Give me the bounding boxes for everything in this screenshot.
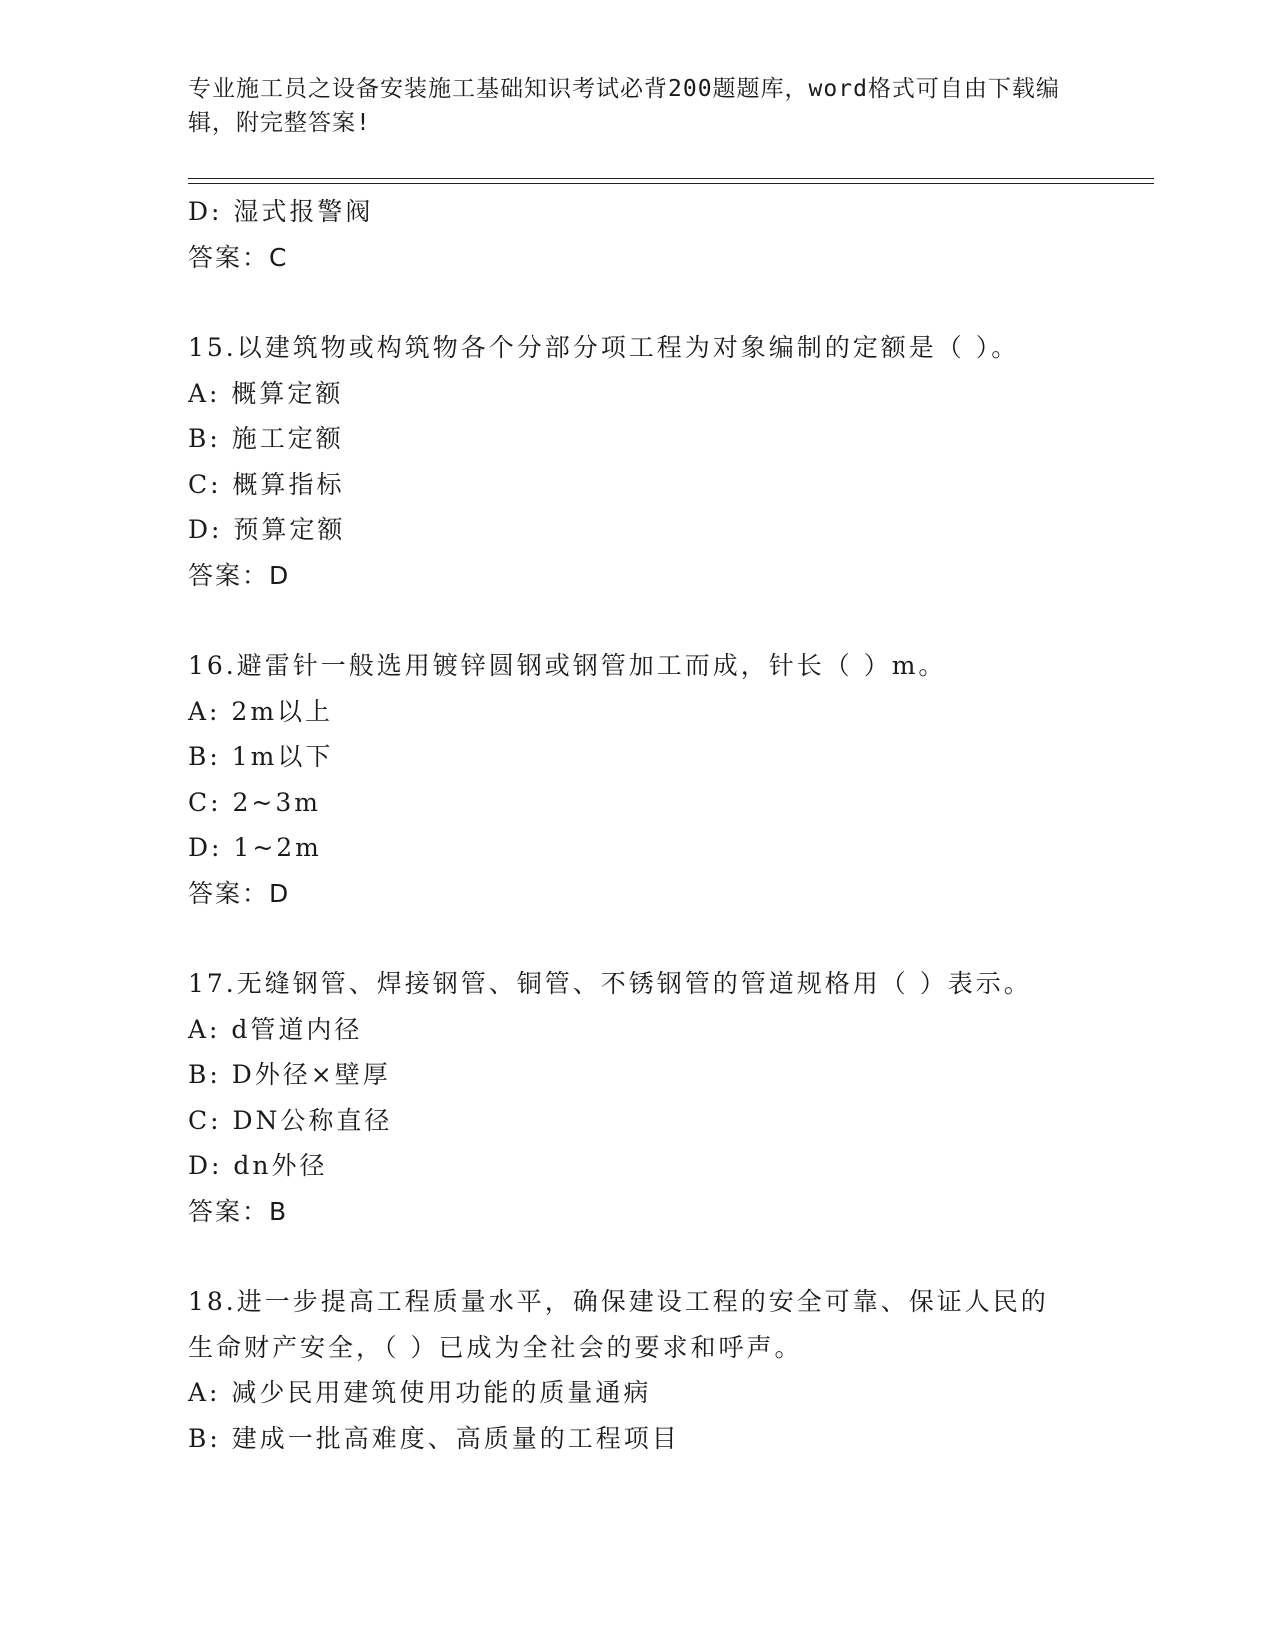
question-stem-17: 17.无缝钢管、焊接钢管、铜管、不锈钢管的管道规格用（ ）表示。 xyxy=(188,969,1032,998)
question-stem-16: 16.避雷针一般选用镀锌圆钢或钢管加工而成，针长（ ）m。 xyxy=(188,651,947,680)
option-d: D: 1~2m xyxy=(188,833,322,862)
option-d: D: 预算定额 xyxy=(188,515,346,544)
answer: 答案：D xyxy=(188,560,291,590)
option-a: A: 2m以上 xyxy=(188,696,334,726)
question-stem-18-line1: 18.进一步提高工程质量水平，确保建设工程的安全可靠、保证人民的 xyxy=(188,1287,1049,1316)
answer: 答案：D xyxy=(188,878,291,908)
option-b: B: D外径×壁厚 xyxy=(188,1060,391,1089)
option-d: D: 湿式报警阀 xyxy=(188,197,374,226)
option-a: A: 减少民用建筑使用功能的质量通病 xyxy=(188,1378,652,1407)
option-d: D: dn外径 xyxy=(188,1151,328,1180)
question-stem-18-line2: 生命财产安全，（ ）已成为全社会的要求和呼声。 xyxy=(188,1332,803,1362)
document-header: 专业施工员之设备安装施工基础知识考试必背200题题库，word格式可自由下载编辑，附完整答案! xyxy=(188,76,1060,136)
header-divider-top xyxy=(188,178,1154,179)
question-list xyxy=(188,189,1088,1461)
option-a: A: d管道内径 xyxy=(188,1014,363,1044)
answer: 答案：B xyxy=(188,1196,289,1226)
header-divider-bottom xyxy=(188,183,1154,184)
option-b: B: 1m以下 xyxy=(188,742,334,771)
option-b: B: 建成一批高难度、高质量的工程项目 xyxy=(188,1423,680,1453)
answer: 答案：C xyxy=(188,242,289,272)
option-a: A: 概算定额 xyxy=(188,378,344,408)
option-b: B: 施工定额 xyxy=(188,424,344,453)
option-c: C: DN公称直径 xyxy=(188,1105,393,1135)
option-c: C: 2~3m xyxy=(188,787,321,817)
question-stem-15: 15.以建筑物或构筑物各个分部分项工程为对象编制的定额是（ ）。 xyxy=(188,333,1020,362)
option-c: C: 概算指标 xyxy=(188,469,345,499)
